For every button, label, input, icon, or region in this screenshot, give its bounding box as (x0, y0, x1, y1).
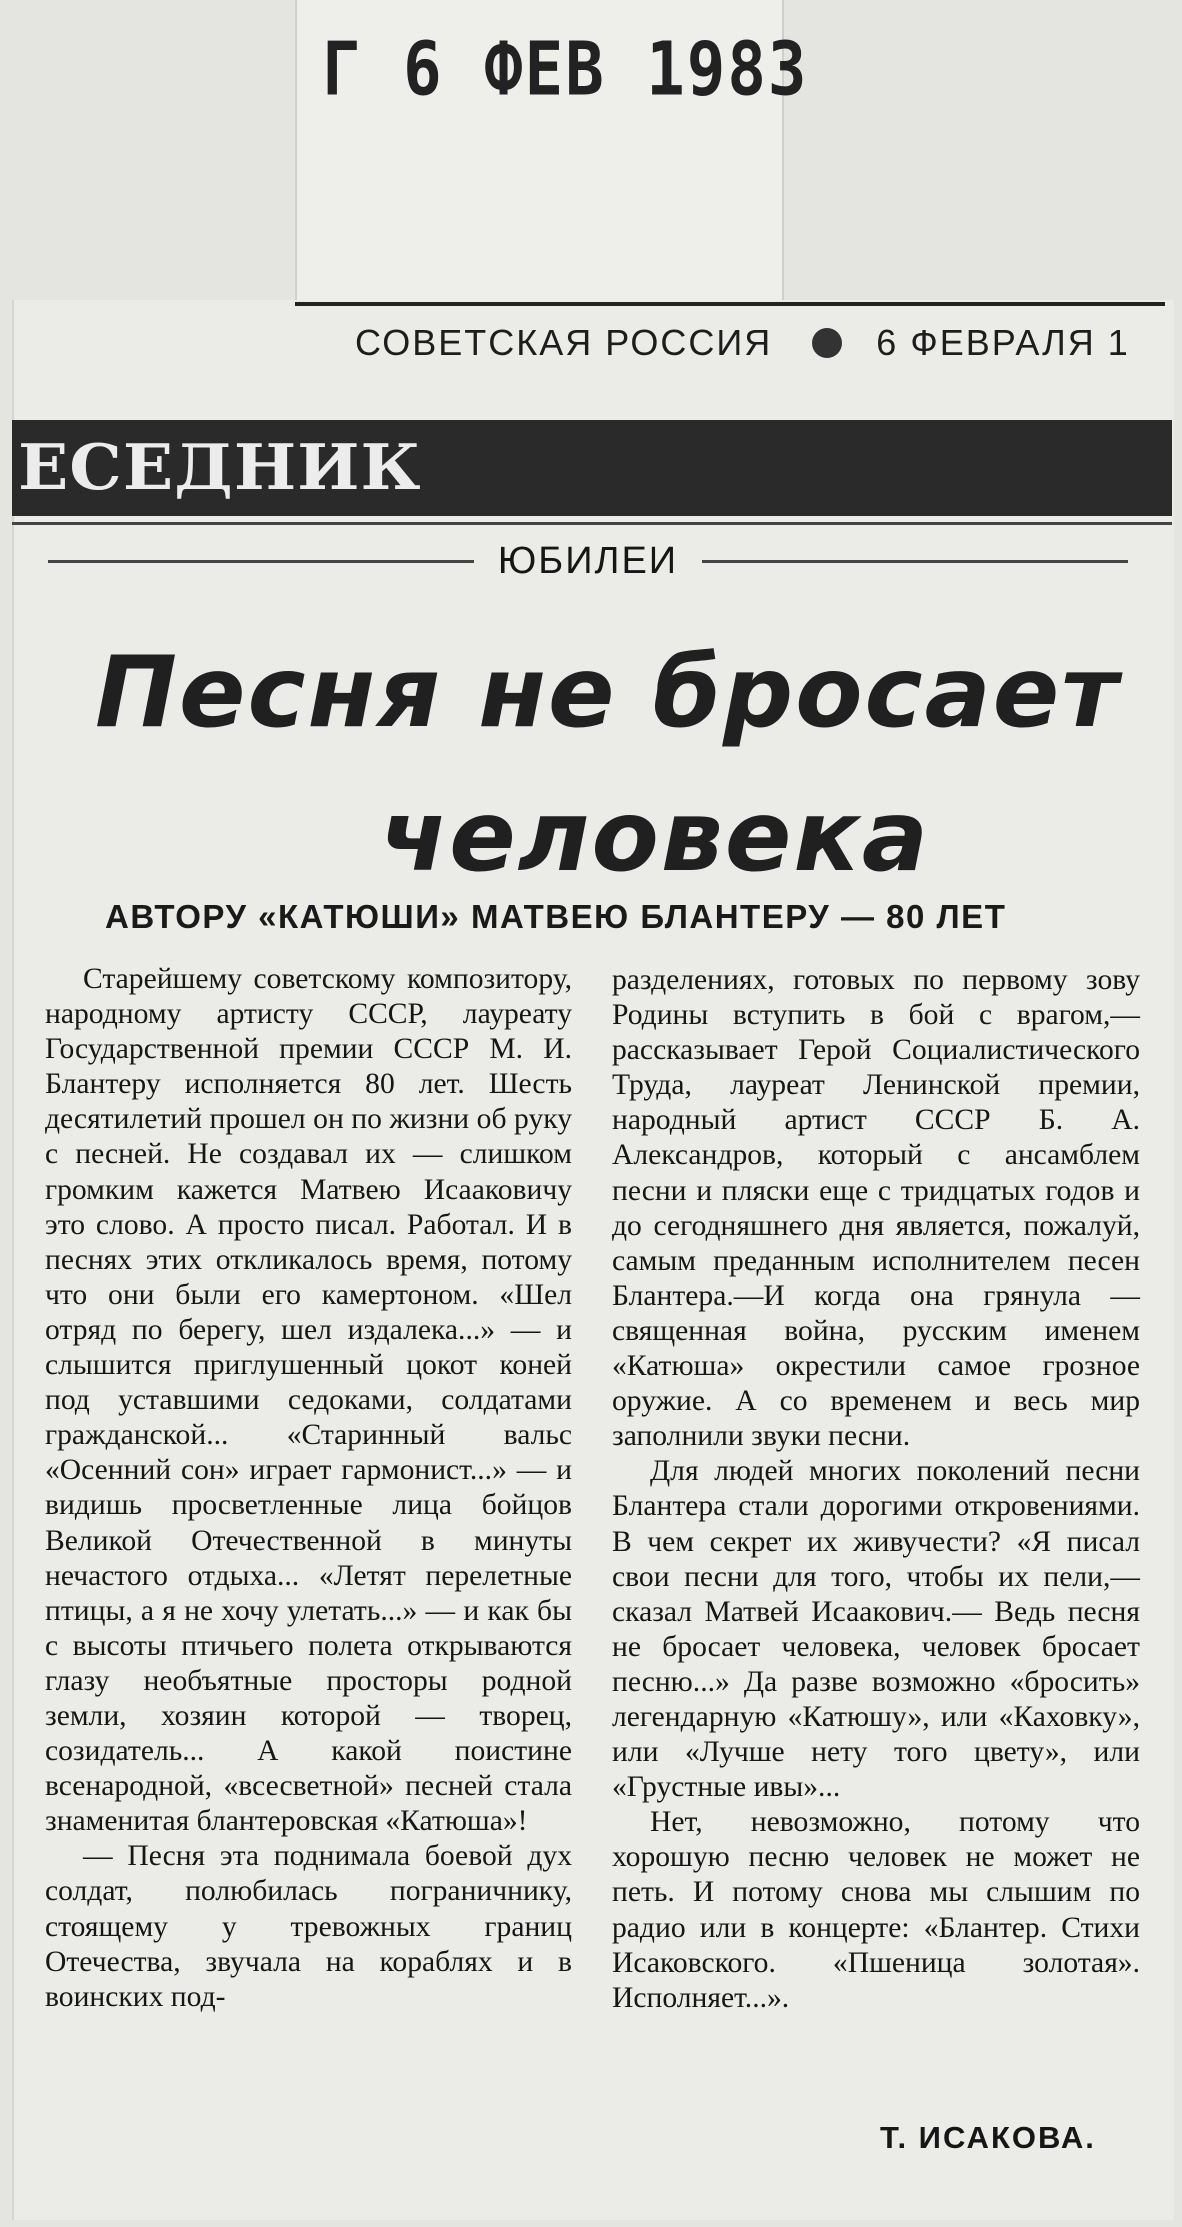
newspaper-date: 6 ФЕВРАЛЯ 1 (876, 322, 1130, 363)
section-banner-title: ЕСЕДНИК (18, 430, 422, 505)
author-signature: Т. ИСАКОВА. (880, 2120, 1096, 2155)
article-title-line-1: Песня не бросает (95, 636, 1121, 750)
article-right-column (612, 963, 1140, 2016)
rubric (48, 540, 1128, 583)
paragraph: Старейшему советскому композитору, народному артисту СССР, лауреату Государственной премии СССР М. И. Блантеру исполняется 80 лет. Шесть десятилетий прошел он по жизни об руку с песней. Не создавал их — слишком громким кажется Матвею Исааковичу это слово. А просто писал. Работал. И в песнях этих откликалось время, потому что они были его камертоном. «Шел отряд по берегу, шел издалека...» — и слышится приглушенный цокот коней под уставшими седоками, солдатами гражданской... «Старинный вальс «Осенний сон» играет гармонист...» — и видишь просветленные лица бойцов Великой Отечественной в минуты нечастого отдыха... «Летят перелетные птицы, а я не хочу улетать...» — и как бы с высоты птичьего полета открываются глазу необъятные просторы родной земли, хозяин которой — творец, созидатель... А какой поистине всенародной, «всесветной» песней стала знаменитая блантеровская «Катюша»! (45, 963, 572, 1838)
rubric-right-rule (702, 560, 1128, 563)
article-subtitle: АВТОРУ «КАТЮШИ» МАТВЕЮ БЛАНТЕРУ — 80 ЛЕТ (105, 898, 1007, 935)
rubric-label: ЮБИЛЕИ (497, 540, 679, 582)
article-left-column (45, 962, 572, 2015)
rubric-left-rule (48, 560, 474, 563)
masthead-rule (295, 302, 1165, 306)
banner-underline (12, 522, 1172, 525)
paragraph: разделениях, готовых по первому зову Родины вступить в бой с врагом,— рассказывает Герой Социалистического Труда, лауреат Ленинской премии, народный артист СССР Б. А. Александров, который с ансамблем песни и пляски еще с тридцатых годов и до сегодняшнего дня является, пожалуй, самым преданным исполнителем песен Блантера.—И когда она грянула — священная война, русским именем «Катюша» окрестили самое грозное оружие. А со временем и весь мир заполнили звуки песни. (612, 964, 1140, 1453)
paragraph: — Песня эта поднимала боевой дух солдат, полюбилась пограничнику, стоящему у тревожных границ Отечества, звучала на кораблях и в воинских под- (45, 1840, 572, 2013)
paragraph: Нет, невозможно, потому что хорошую песню человек не может не петь. И потому снова мы слышим по радио или в концерте: «Блантер. Стихи Исаковского. «Пшеница золотая». Исполняет...». (612, 1806, 1140, 2014)
article-title-line-2: человека (380, 780, 930, 894)
newspaper-name: СОВЕТСКАЯ РОССИЯ (355, 322, 773, 363)
masthead (355, 322, 1165, 364)
order-emblem-icon (812, 328, 842, 358)
paragraph: Для людей многих поколений песни Блантера стали дорогими откровениями. В чем секрет их живучести? «Я писал свои песни для того, чтобы их пели,— сказал Матвей Исаакович.— Ведь песня не бросает человека, человек бросает песню...» Да разве возможно «бросить» легендарную «Катюшу», или «Каховку», или «Лучше нету того цвету», или «Грустные ивы»... (612, 1455, 1140, 1804)
date-stamp: Г 6 ФЕВ 1983 (322, 28, 809, 114)
